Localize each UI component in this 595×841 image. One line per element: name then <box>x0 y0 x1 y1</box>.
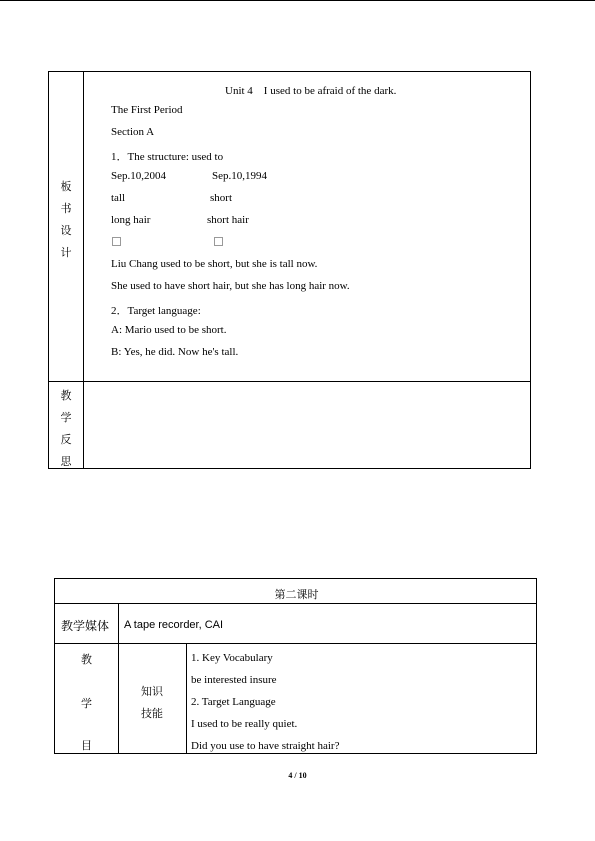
board-side-label <box>49 176 83 264</box>
board-design-table <box>48 71 531 469</box>
picture-placeholder-left <box>112 237 121 249</box>
goal-side-char: 学 <box>81 697 92 710</box>
section-label: Section A <box>111 126 155 138</box>
second-lesson-table <box>54 578 537 754</box>
media-label: 教学媒体 <box>61 619 110 633</box>
board-title: Unit 4 I used to be afraid of the dark. <box>225 85 397 97</box>
row-divider <box>49 381 530 382</box>
column-divider <box>118 603 119 753</box>
side-char: 思 <box>60 455 72 468</box>
example-sentence-1: Liu Chang used to be short, but she is tall now. <box>111 258 318 270</box>
goal-side-char: 教 <box>81 653 92 666</box>
goal-side-char: 目 <box>81 739 92 752</box>
column-divider <box>186 643 187 753</box>
side-char: 计 <box>60 246 72 259</box>
skill-label: 技能 <box>141 707 163 720</box>
target-language-item: 2．Target language: <box>111 305 201 317</box>
dialog-line-a: A: Mario used to be short. <box>111 324 227 336</box>
word-short: short <box>210 192 232 204</box>
date-left: Sep.10,2004 <box>111 170 166 182</box>
period-label: The First Period <box>111 104 183 116</box>
word-long-hair: long hair <box>111 214 151 226</box>
page-number: 4 / 10 <box>288 771 307 780</box>
media-value: A tape recorder, CAI <box>124 619 224 631</box>
side-char: 板 <box>60 180 72 193</box>
knowledge-label: 知识 <box>141 685 163 698</box>
side-char: 反 <box>60 433 72 446</box>
example-sentence-2: She used to have short hair, but she has long hair now. <box>111 280 350 292</box>
side-char: 设 <box>60 224 72 237</box>
dialog-line-b: B: Yes, he did. Now he's tall. <box>111 346 239 358</box>
top-rule <box>0 0 595 1</box>
word-short-hair: short hair <box>207 214 249 226</box>
picture-placeholder-right <box>214 237 223 249</box>
goal-line: Did you use to have straight hair? <box>191 740 340 752</box>
date-right: Sep.10,1994 <box>212 170 267 182</box>
lesson-header: 第二课时 <box>274 588 319 601</box>
side-char: 书 <box>60 202 72 215</box>
column-divider <box>83 72 84 468</box>
word-tall: tall <box>111 192 126 204</box>
reflection-side-label <box>49 385 83 473</box>
row-divider <box>55 643 536 644</box>
row-divider <box>55 603 536 604</box>
goal-line: 1. Key Vocabulary <box>191 652 273 664</box>
goal-line: 2. Target Language <box>191 696 276 708</box>
side-char: 学 <box>60 411 72 424</box>
goal-line: be interested insure <box>191 674 277 686</box>
structure-item: 1．The structure: used to <box>111 151 224 163</box>
goal-line: I used to be really quiet. <box>191 718 298 730</box>
side-char: 教 <box>60 389 72 402</box>
